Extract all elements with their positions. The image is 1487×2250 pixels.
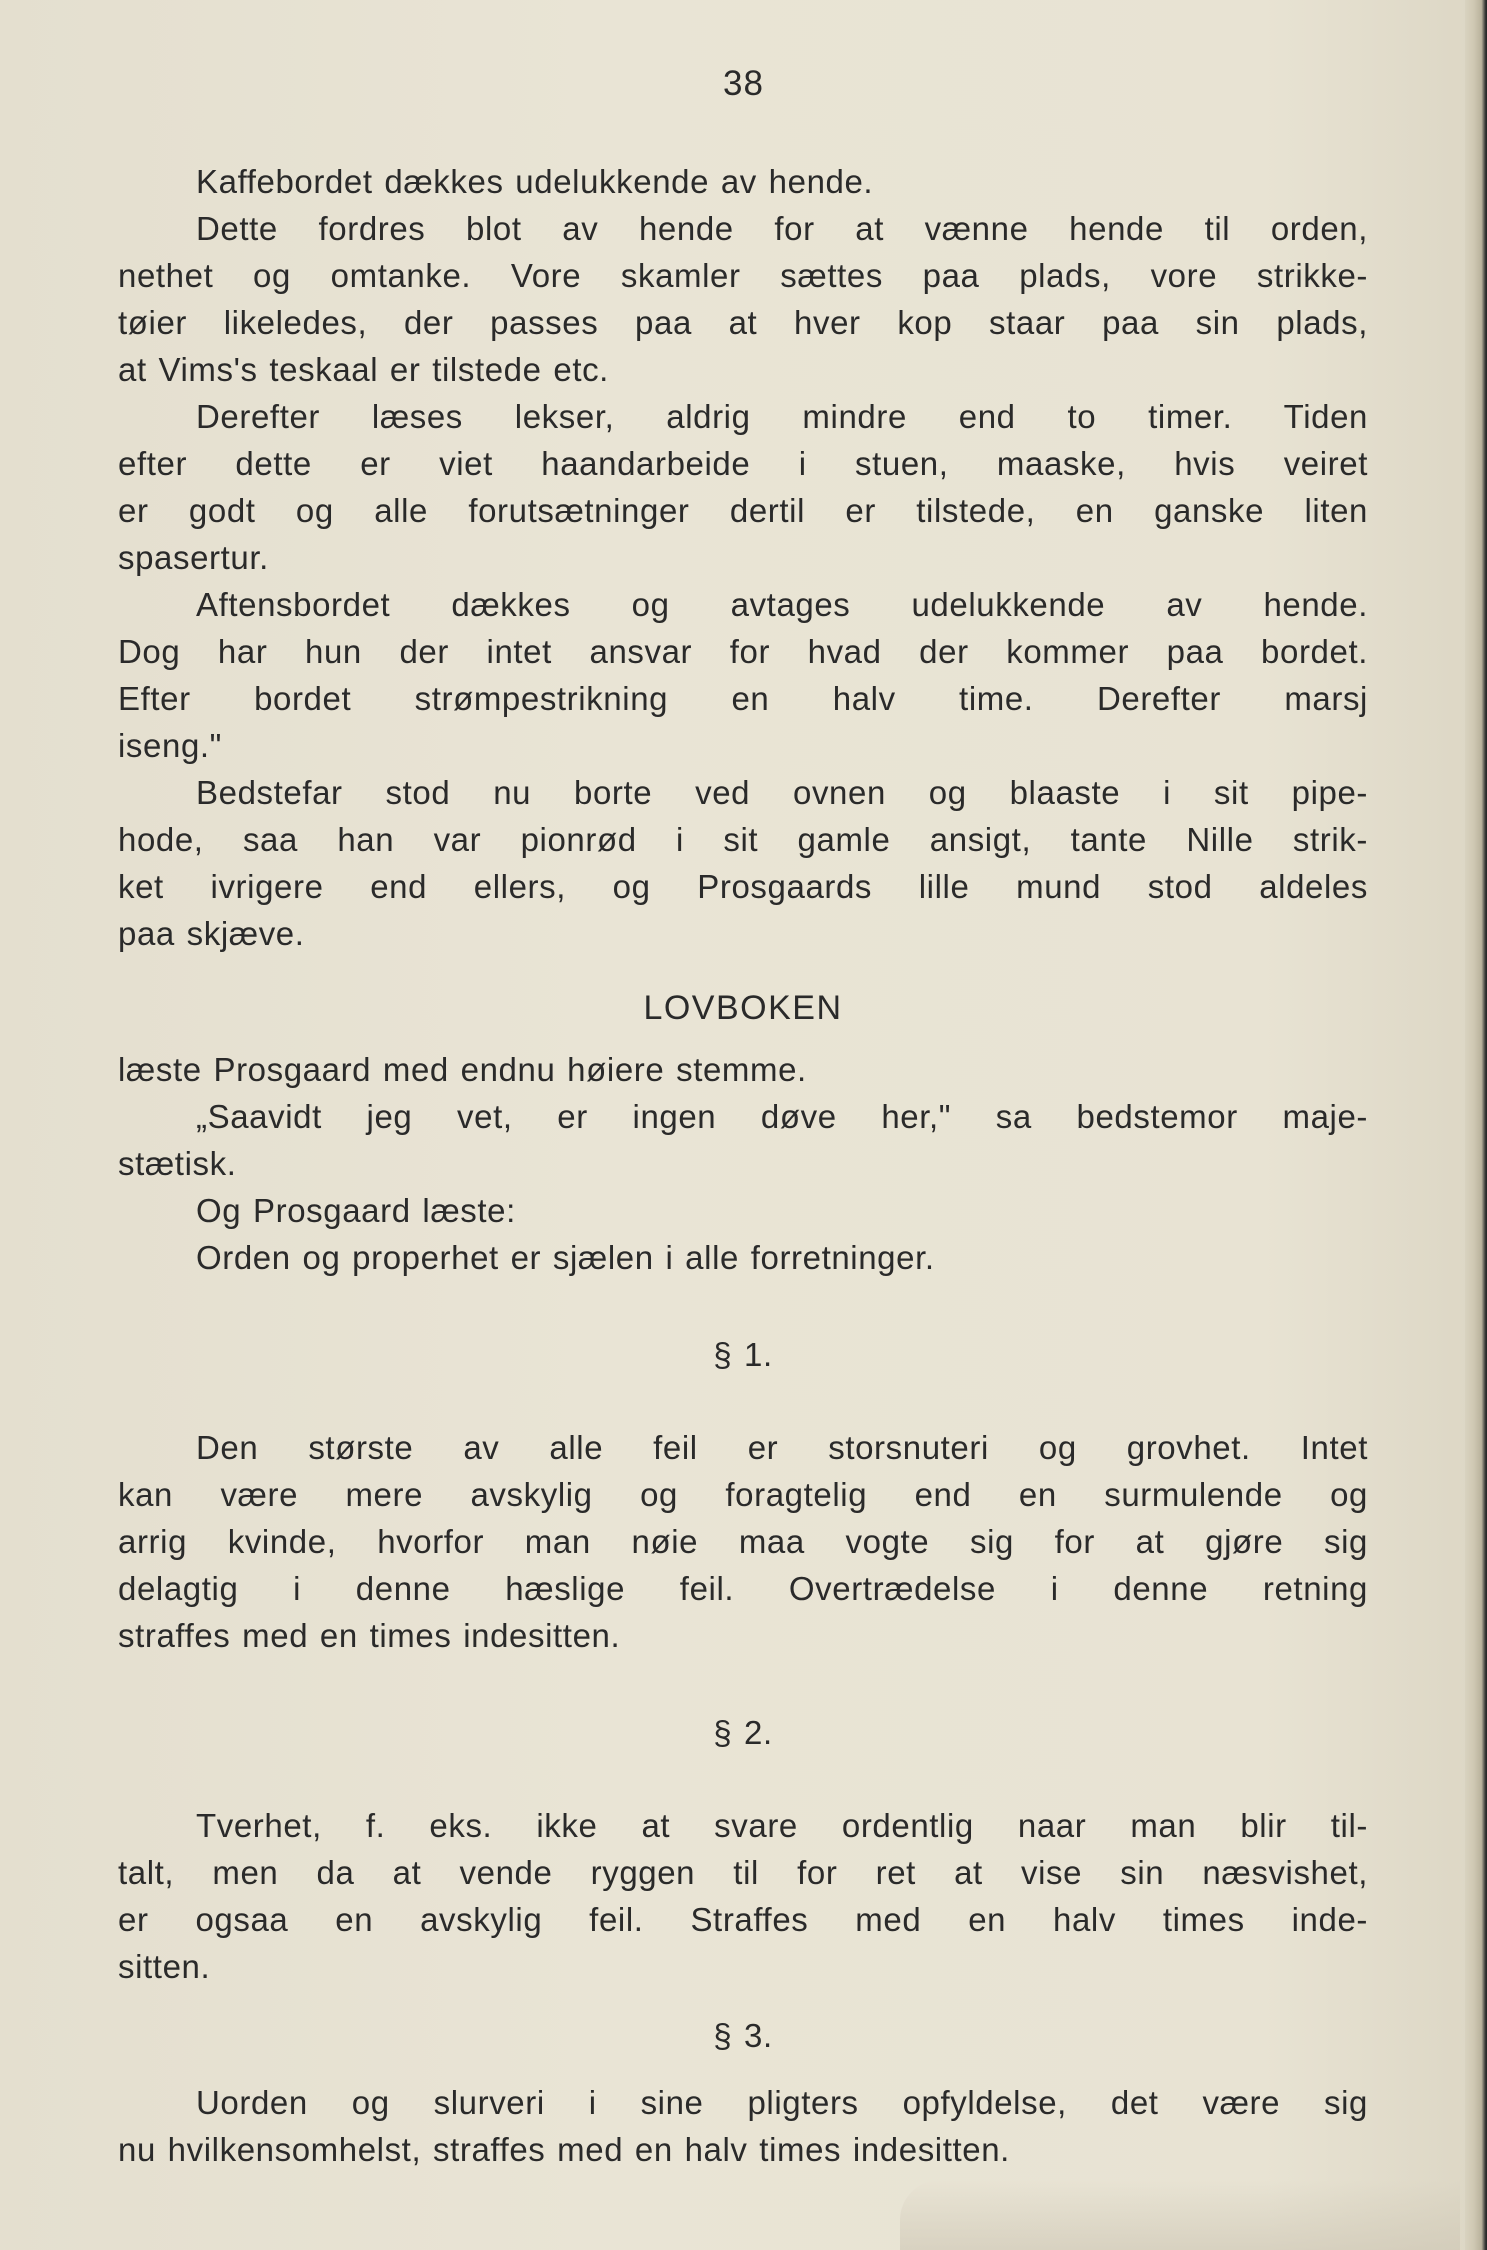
text-line: Dog har hun der intet ansvar for hvad der kommer paa bordet. xyxy=(118,633,1368,670)
paragraph xyxy=(118,1187,1368,1234)
text-line: nu hvilkensomhelst, straffes med en halv times indesitten. xyxy=(118,2131,1010,2168)
section-marker-1: § 1. xyxy=(713,1336,773,1373)
text-line: Den største av alle feil er storsnuteri og grovhet. Intet xyxy=(196,1429,1368,1466)
section-marker-2: § 2. xyxy=(713,1714,773,1751)
page-edge xyxy=(1465,0,1487,2250)
text-line: kan være mere avskylig og foragtelig end en surmulende og xyxy=(118,1476,1368,1513)
paragraph xyxy=(118,1802,1368,1990)
body-text xyxy=(118,158,1368,2173)
text-line: Efter bordet strømpestrikning en halv time. Derefter marsj xyxy=(118,680,1368,717)
text-line: Uorden og slurveri i sine pligters opfyldelse, det være sig xyxy=(196,2084,1368,2121)
text-line: at Vims's teskaal er tilstede etc. xyxy=(118,351,609,388)
paragraph xyxy=(118,393,1368,581)
text-line: sitten. xyxy=(118,1948,211,1985)
text-line: er godt og alle forutsætninger dertil er tilstede, en ganske liten xyxy=(118,492,1368,529)
text-line: ket ivrigere end ellers, og Prosgaards lille mund stod aldeles xyxy=(118,868,1368,905)
paragraph xyxy=(118,769,1368,957)
text-line: Og Prosgaard læste: xyxy=(196,1192,516,1229)
text-line: Dette fordres blot av hende for at vænne hende til orden, xyxy=(196,210,1368,247)
paragraph xyxy=(118,581,1368,769)
heading-lovboken: LOVBOKEN xyxy=(643,989,843,1027)
text-line: paa skjæve. xyxy=(118,915,305,952)
text-line: Bedstefar stod nu borte ved ovnen og blaaste i sit pipe- xyxy=(196,774,1368,811)
text-line: delagtig i denne hæslige feil. Overtrædelse i denne retning xyxy=(118,1570,1368,1607)
text-line: Tverhet, f. eks. ikke at svare ordentlig naar man blir til- xyxy=(196,1807,1368,1844)
paragraph xyxy=(118,1093,1368,1187)
paragraph xyxy=(118,205,1368,393)
section-marker-3: § 3. xyxy=(713,2017,773,2054)
paragraph xyxy=(118,1234,1368,1281)
text-line: spasertur. xyxy=(118,539,269,576)
text-line: efter dette er viet haandarbeide i stuen, maaske, hvis veiret xyxy=(118,445,1368,482)
text-line: stætisk. xyxy=(118,1145,237,1182)
text-line: Derefter læses lekser, aldrig mindre end to timer. Tiden xyxy=(196,398,1368,435)
text-line: Kaffebordet dækkes udelukkende av hende. xyxy=(196,163,874,200)
text-line: læste Prosgaard med endnu høiere stemme. xyxy=(118,1051,807,1088)
text-line: arrig kvinde, hvorfor man nøie maa vogte sig for at gjøre sig xyxy=(118,1523,1368,1560)
text-line: „Saavidt jeg vet, er ingen døve her," sa bedstemor maje- xyxy=(196,1098,1368,1135)
text-line: Orden og properhet er sjælen i alle forretninger. xyxy=(196,1239,935,1276)
paragraph xyxy=(118,2079,1368,2173)
text-line: straffes med en times indesitten. xyxy=(118,1617,621,1654)
text-line: er ogsaa en avskylig feil. Straffes med en halv times inde- xyxy=(118,1901,1368,1938)
page-number: 38 xyxy=(723,64,764,103)
text-line: tøier likeledes, der passes paa at hver kop staar paa sin plads, xyxy=(118,304,1368,341)
paragraph xyxy=(118,158,1368,205)
text-line: hode, saa han var pionrød i sit gamle ansigt, tante Nille strik- xyxy=(118,821,1368,858)
text-line: nethet og omtanke. Vore skamler sættes paa plads, vore strikke- xyxy=(118,257,1368,294)
text-line: Aftensbordet dækkes og avtages udelukkende av hende. xyxy=(196,586,1368,623)
page-shadow xyxy=(900,2180,1460,2250)
text-line: iseng." xyxy=(118,727,222,764)
paragraph xyxy=(118,1046,1368,1093)
text-line: talt, men da at vende ryggen til for ret at vise sin næsvishet, xyxy=(118,1854,1368,1891)
paragraph xyxy=(118,1424,1368,1659)
